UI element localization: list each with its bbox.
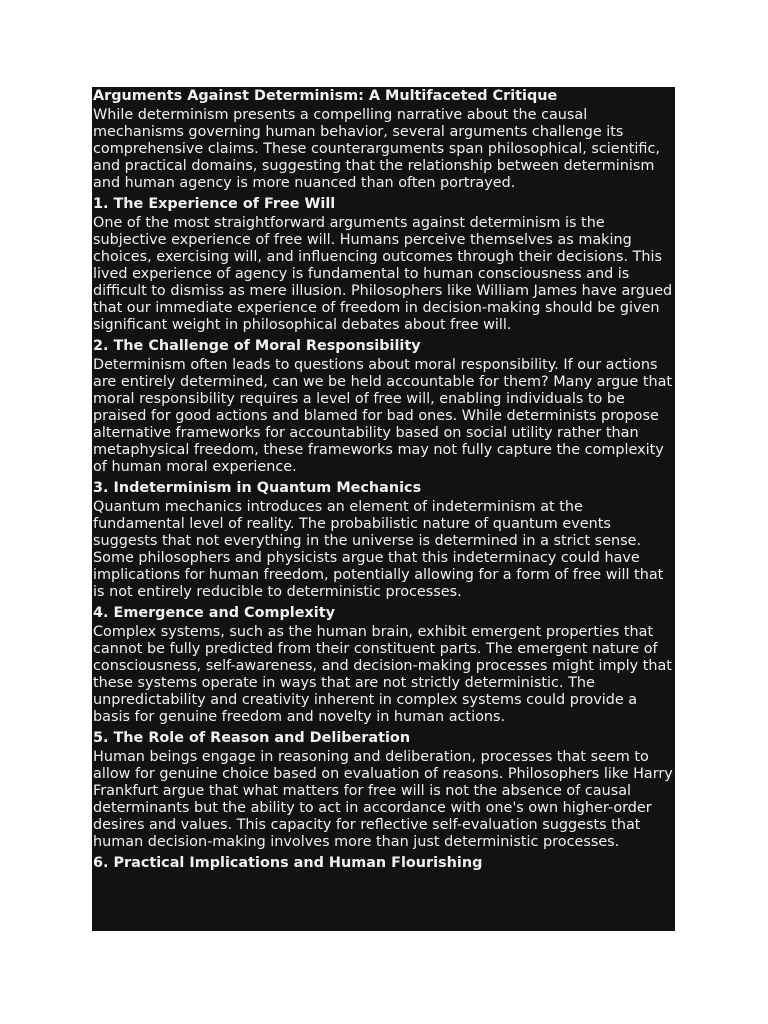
section-text-2: Determinism often leads to questions about moral responsibility. If our actions are entirely determined, can we be held accountable for them? Many argue that moral responsibility requires a level of free will, enabling individuals to be praised for good actions and blamed for bad ones. While determinists propose alternative frameworks for accountability based on social utility rather than metaphysical freedom, these frameworks may not fully capture the complexity of human moral experience.: [93, 357, 673, 475]
section-heading-4: 4. Emergence and Complexity: [93, 605, 335, 621]
section-heading-6: 6. Practical Implications and Human Flourishing: [93, 855, 483, 871]
document-page: [92, 87, 675, 931]
section-text-5: Human beings engage in reasoning and deliberation, processes that seem to allow for genuine choice based on evaluation of reasons. Philosophers like Harry Frankfurt argue that what matters for free will is not the absence of causal determinants but the ability to act in accordance with one's own higher-order desires and values. This capacity for reflective self-evaluation suggests that human decision-making involves more than just deterministic processes.: [93, 749, 673, 850]
section-heading-1: 1. The Experience of Free Will: [93, 196, 336, 212]
section-heading-2: 2. The Challenge of Moral Responsibility: [93, 338, 421, 354]
document-title: Arguments Against Determinism: A Multifaceted Critique: [93, 88, 558, 104]
section-heading-3: 3. Indeterminism in Quantum Mechanics: [93, 480, 422, 496]
intro-paragraph: While determinism presents a compelling narrative about the causal mechanisms governing human behavior, several arguments challenge its comprehensive claims. These counterarguments span philosophical, scientific, and practical domains, suggesting that the relationship between determinism and human agency is more nuanced than often portrayed.: [93, 107, 660, 191]
section-text-3: Quantum mechanics introduces an element of indeterminism at the fundamental level of reality. The probabilistic nature of quantum events suggests that not everything in the universe is determined in a strict sense. Some philosophers and physicists argue that this indeterminacy could have implications for human freedom, potentially allowing for a form of free will that is not entirely reducible to deterministic processes.: [93, 499, 664, 600]
section-text-1: One of the most straightforward arguments against determinism is the subjective experience of free will. Humans perceive themselves as making choices, exercising will, and influencing outcomes through their decisions. This lived experience of agency is fundamental to human consciousness and is difficult to dismiss as mere illusion. Philosophers like William James have argued that our immediate experience of freedom in decision-making should be given significant weight in philosophical debates about free will.: [93, 215, 673, 333]
section-heading-5: 5. The Role of Reason and Deliberation: [93, 730, 411, 746]
section-text-4: Complex systems, such as the human brain, exhibit emergent properties that cannot be fully predicted from their constituent parts. The emergent nature of consciousness, self-awareness, and decision-making processes might imply that these systems operate in ways that are not strictly deterministic. The unpredictability and creativity inherent in complex systems could provide a basis for genuine freedom and novelty in human actions.: [93, 624, 672, 725]
